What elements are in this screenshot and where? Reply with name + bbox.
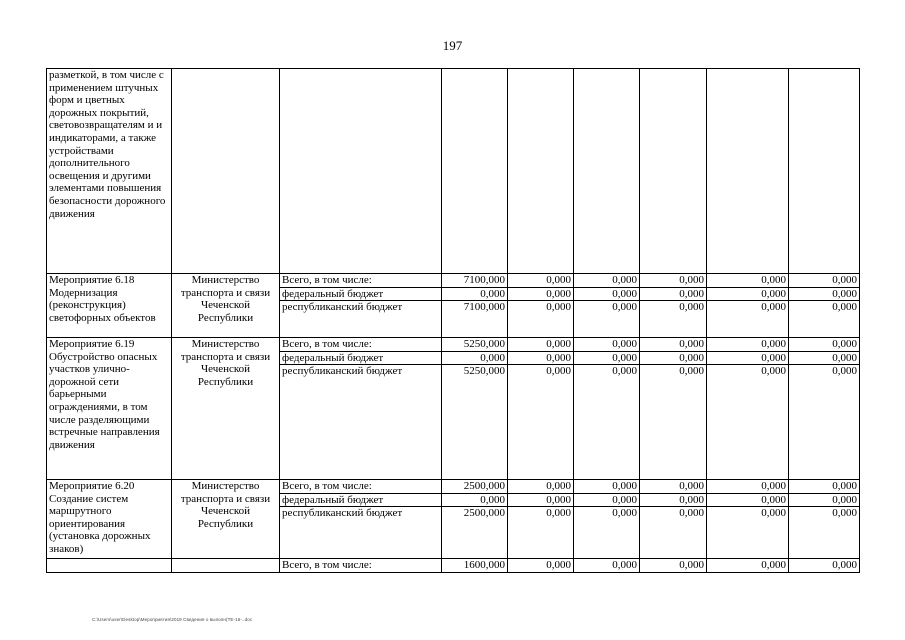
- funding-source-label: республиканский бюджет: [282, 365, 403, 378]
- measure-name-cell: Мероприятие 6.18 Модернизация (реконструкция) светофорных объектов: [47, 274, 172, 338]
- value: 0,000: [707, 352, 789, 366]
- value-cell: [508, 559, 574, 573]
- value: 0,000: [612, 559, 637, 571]
- value-cell: [789, 69, 860, 274]
- organization-cell: Министерство транспорта и связи Чеченской Республики: [172, 274, 280, 338]
- funding-source-label: Всего, в том числе:: [280, 480, 442, 494]
- value: 0,000: [546, 507, 571, 520]
- value-cell: [574, 338, 640, 480]
- value: 5250,000: [442, 338, 508, 352]
- value: 0,000: [508, 480, 574, 494]
- value-cell: [640, 480, 707, 559]
- value: 0,000: [761, 301, 786, 314]
- value: 0,000: [574, 338, 640, 352]
- value: 0,000: [761, 365, 786, 378]
- funding-source-cell: [280, 559, 442, 573]
- measure-name-cell: Мероприятие 6.19 Обустройство опасных участков улично-дорожной сети барьерными ограждениями, в том числе разделяющими встречные направления движения: [47, 338, 172, 480]
- value: 0,000: [574, 480, 640, 494]
- value-cell: [789, 559, 860, 573]
- value: 0,000: [508, 338, 574, 352]
- value: 0,000: [761, 507, 786, 520]
- value-cell: [707, 274, 789, 338]
- value-cell: [442, 69, 508, 274]
- value-cell: [508, 69, 574, 274]
- value: 0,000: [612, 507, 637, 520]
- value: 7100,000: [463, 301, 505, 314]
- value-cell: [789, 274, 860, 338]
- value-cell: [442, 338, 508, 480]
- value: 0,000: [789, 494, 860, 508]
- value: 0,000: [640, 288, 707, 302]
- table-row: [47, 274, 860, 338]
- table-row: [47, 69, 860, 274]
- table-row: [47, 480, 860, 559]
- value-cell: [707, 559, 789, 573]
- value-cell: [707, 480, 789, 559]
- value-cell: [508, 338, 574, 480]
- organization-cell: [172, 69, 280, 274]
- value-cell: [508, 274, 574, 338]
- funding-source-label: республиканский бюджет: [282, 507, 403, 520]
- value: 0,000: [574, 352, 640, 366]
- value: 0,000: [612, 301, 637, 314]
- organization-cell: Министерство транспорта и связи Чеченской Республики: [172, 480, 280, 559]
- value: 0,000: [679, 507, 704, 520]
- funding-source-label: федеральный бюджет: [280, 494, 442, 508]
- funding-source-cell: [280, 69, 442, 274]
- funding-source-cell: [280, 338, 442, 480]
- value: 0,000: [442, 352, 508, 366]
- value-cell: [574, 69, 640, 274]
- value-cell: [640, 559, 707, 573]
- value: 0,000: [707, 338, 789, 352]
- value: 2500,000: [463, 507, 505, 520]
- value: 0,000: [574, 494, 640, 508]
- value-cell: [508, 480, 574, 559]
- organization-cell: [172, 559, 280, 573]
- value: 0,000: [679, 559, 704, 571]
- funding-source-cell: [280, 274, 442, 338]
- organization-cell: Министерство транспорта и связи Чеченской Республики: [172, 338, 280, 480]
- funding-source-label: федеральный бюджет: [280, 352, 442, 366]
- value-cell: [442, 274, 508, 338]
- value: 0,000: [640, 274, 707, 288]
- value: 0,000: [832, 507, 857, 520]
- value-cell: [789, 480, 860, 559]
- table-row: [47, 559, 860, 573]
- value: 0,000: [546, 559, 571, 571]
- value: 0,000: [679, 365, 704, 378]
- value: 5250,000: [463, 365, 505, 378]
- value: 0,000: [832, 559, 857, 571]
- value-cell: [442, 559, 508, 573]
- value: 0,000: [508, 352, 574, 366]
- value: 0,000: [707, 480, 789, 494]
- value-cell: [640, 274, 707, 338]
- funding-source-label: федеральный бюджет: [280, 288, 442, 302]
- value: 0,000: [640, 352, 707, 366]
- value: 0,000: [612, 365, 637, 378]
- value: 0,000: [508, 494, 574, 508]
- value: 0,000: [508, 288, 574, 302]
- value: 0,000: [832, 301, 857, 314]
- value-cell: [707, 338, 789, 480]
- value: 0,000: [707, 288, 789, 302]
- value: 0,000: [546, 365, 571, 378]
- value: 0,000: [640, 338, 707, 352]
- value-cell: [640, 69, 707, 274]
- value: 0,000: [789, 352, 860, 366]
- value: 0,000: [442, 288, 508, 302]
- budget-table: [46, 68, 860, 573]
- value: 0,000: [508, 274, 574, 288]
- measure-name-cell: разметкой, в том числе с применением штучных форм и цветных дорожных покрытий, световозвращателям и и индикаторами, а также устройствами дополнительного освещения и другими элементами повышения безопасности дорожного движения: [47, 69, 172, 274]
- table-row: [47, 338, 860, 480]
- value: 0,000: [761, 559, 786, 571]
- table-body: [47, 69, 860, 573]
- value: 0,000: [789, 274, 860, 288]
- value-cell: [574, 480, 640, 559]
- value: 0,000: [707, 494, 789, 508]
- value: 0,000: [789, 480, 860, 494]
- value-cell: [640, 338, 707, 480]
- funding-source-label: Всего, в том числе:: [280, 274, 442, 288]
- value: 0,000: [442, 494, 508, 508]
- value-cell: [707, 69, 789, 274]
- value: 0,000: [574, 274, 640, 288]
- measure-name-cell: Мероприятие 6.20 Создание систем маршрутного ориентирования (установка дорожных знаков): [47, 480, 172, 559]
- value: 0,000: [640, 480, 707, 494]
- value: 0,000: [640, 494, 707, 508]
- footer-file-path: C:\Users\user\Desktop\Мероприятия\2019 Сведения о выполн(ТЕ-15-..doc: [92, 617, 253, 622]
- funding-source-cell: [280, 480, 442, 559]
- value: 0,000: [789, 288, 860, 302]
- value: 0,000: [707, 274, 789, 288]
- value-cell: [574, 274, 640, 338]
- page-number: 197: [442, 38, 463, 53]
- funding-source-label: Всего, в том числе:: [280, 338, 442, 352]
- value: 0,000: [679, 301, 704, 314]
- value: 1600,000: [463, 559, 505, 571]
- value: 0,000: [546, 301, 571, 314]
- value: 0,000: [832, 365, 857, 378]
- funding-source-label: Всего, в том числе:: [282, 559, 372, 571]
- value-cell: [442, 480, 508, 559]
- value: 0,000: [789, 338, 860, 352]
- value: 2500,000: [442, 480, 508, 494]
- measure-name-cell: [47, 559, 172, 573]
- value: 7100,000: [442, 274, 508, 288]
- value: 0,000: [574, 288, 640, 302]
- value-cell: [574, 559, 640, 573]
- funding-source-label: республиканский бюджет: [282, 301, 403, 314]
- value-cell: [789, 338, 860, 480]
